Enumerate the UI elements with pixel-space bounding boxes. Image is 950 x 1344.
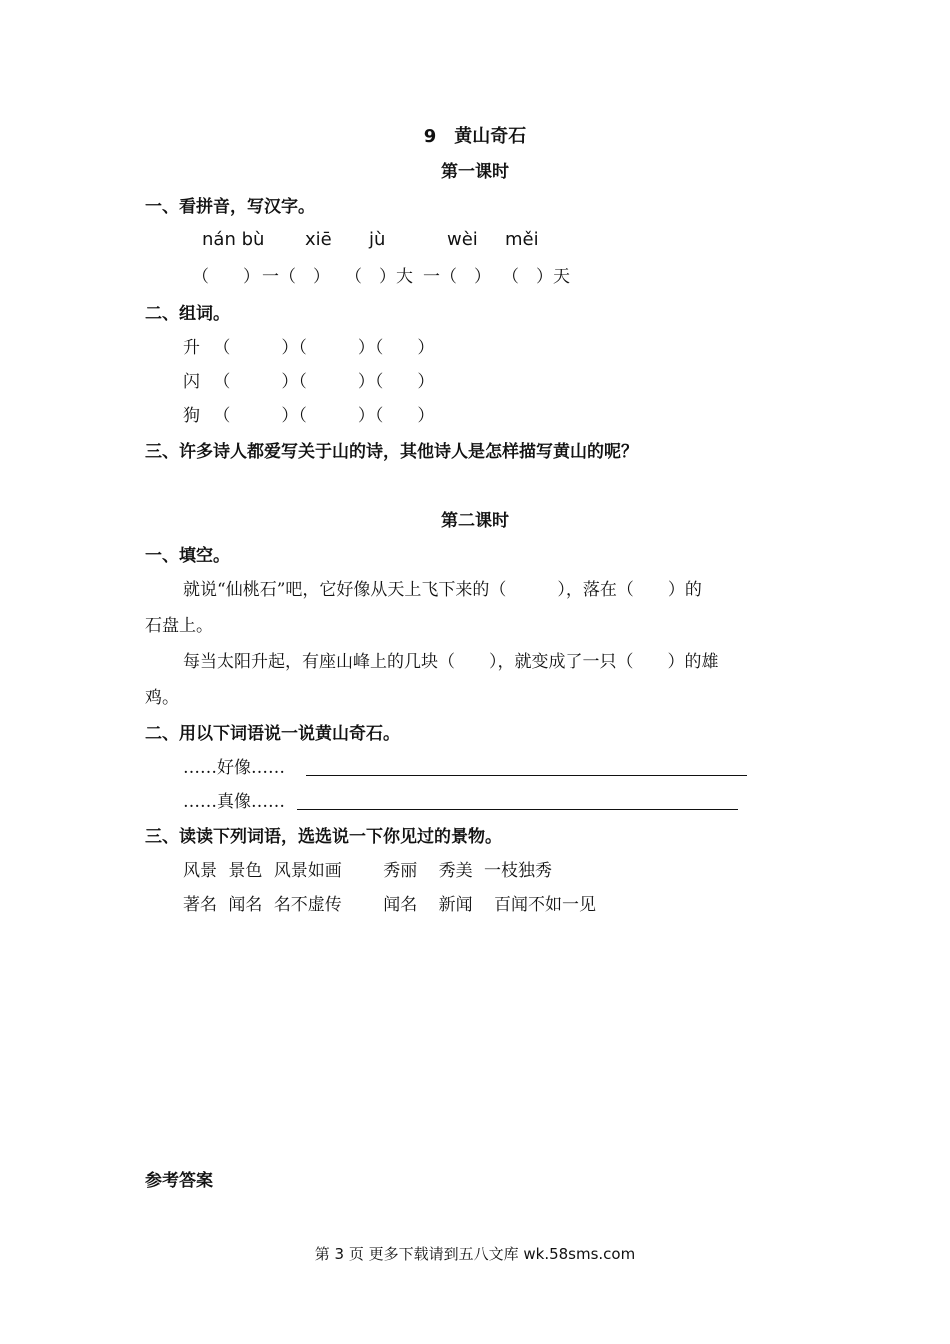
pinyin-2: xiē	[305, 229, 332, 250]
l1-q3-label: 三、许多诗人都爱写关于山的诗，其他诗人是怎样描写黄山的呢？	[145, 442, 638, 462]
word-row-2	[183, 370, 434, 394]
word-item: 景色	[228, 861, 263, 881]
word-blanks: （ ）（ ）（ ）	[213, 406, 435, 426]
write-blank-2: 一（ ）	[262, 267, 330, 287]
word-char: 狗	[183, 406, 200, 426]
pinyin-1: nán bù	[202, 229, 265, 250]
answer-line-1	[306, 775, 747, 776]
lesson2-heading: 第二课时	[441, 511, 509, 531]
write-blank-5: （ ）天	[502, 267, 570, 287]
word-row-3	[183, 404, 434, 428]
word-list-row-2	[183, 893, 596, 917]
word-item: 秀美	[438, 861, 473, 881]
fill-paragraph-1-line-1: 就说“仙桃石”吧，它好像从天上飞下来的（ ），落在（ ）的	[183, 580, 702, 600]
word-item: 风景如画	[273, 861, 342, 881]
word-item: 风景	[183, 861, 217, 881]
write-blank-3: （ ）大	[345, 267, 413, 287]
sentence-prompt-1: ……好像……	[183, 758, 285, 778]
page-footer: 第 3 页 更多下载请到五八文库 wk.58sms.com	[314, 1245, 636, 1263]
lesson-title: 9 黄山奇石	[423, 126, 527, 147]
fill-paragraph-1-line-2: 石盘上。	[145, 616, 213, 636]
lesson1-heading: 第一课时	[441, 162, 509, 182]
l1-q2-label: 二、组词。	[145, 304, 230, 324]
word-list-row-1	[183, 859, 552, 883]
word-item: 著名	[183, 895, 217, 915]
word-item: 一枝独秀	[484, 861, 553, 881]
word-item: 名不虚传	[273, 895, 342, 915]
pinyin-5: měi	[505, 229, 539, 250]
fill-paragraph-2-line-1: 每当太阳升起，有座山峰上的几块（ ），就变成了一只（ ）的雄	[183, 652, 719, 672]
word-item: 闻名	[228, 895, 263, 915]
word-blanks: （ ）（ ）（ ）	[213, 372, 435, 392]
word-row-1	[183, 336, 434, 360]
l2-q2-label: 二、用以下词语说一说黄山奇石。	[145, 724, 400, 744]
write-blank-1: （ ）	[192, 267, 260, 287]
sentence-prompt-2: ……真像……	[183, 792, 285, 812]
pinyin-4: wèi	[447, 229, 478, 250]
word-item: 闻名	[383, 895, 418, 915]
l2-q1-label: 一、填空。	[145, 546, 230, 566]
write-blank-4: 一（ ）	[423, 267, 491, 287]
fill-paragraph-2-line-2: 鸡。	[145, 688, 179, 708]
word-blanks: （ ）（ ）（ ）	[213, 338, 435, 358]
l1-q1-label: 一、看拼音，写汉字。	[145, 197, 315, 217]
l2-q3-label: 三、读读下列词语，选选说一下你见过的景物。	[145, 827, 502, 847]
word-item: 秀丽	[383, 861, 418, 881]
word-item: 百闻不如一见	[494, 895, 597, 915]
answer-line-2	[297, 809, 738, 810]
word-item: 新闻	[438, 895, 473, 915]
word-char: 闪	[183, 372, 200, 392]
answers-heading: 参考答案	[145, 1171, 213, 1191]
pinyin-3: jù	[369, 229, 386, 250]
word-char: 升	[183, 338, 200, 358]
